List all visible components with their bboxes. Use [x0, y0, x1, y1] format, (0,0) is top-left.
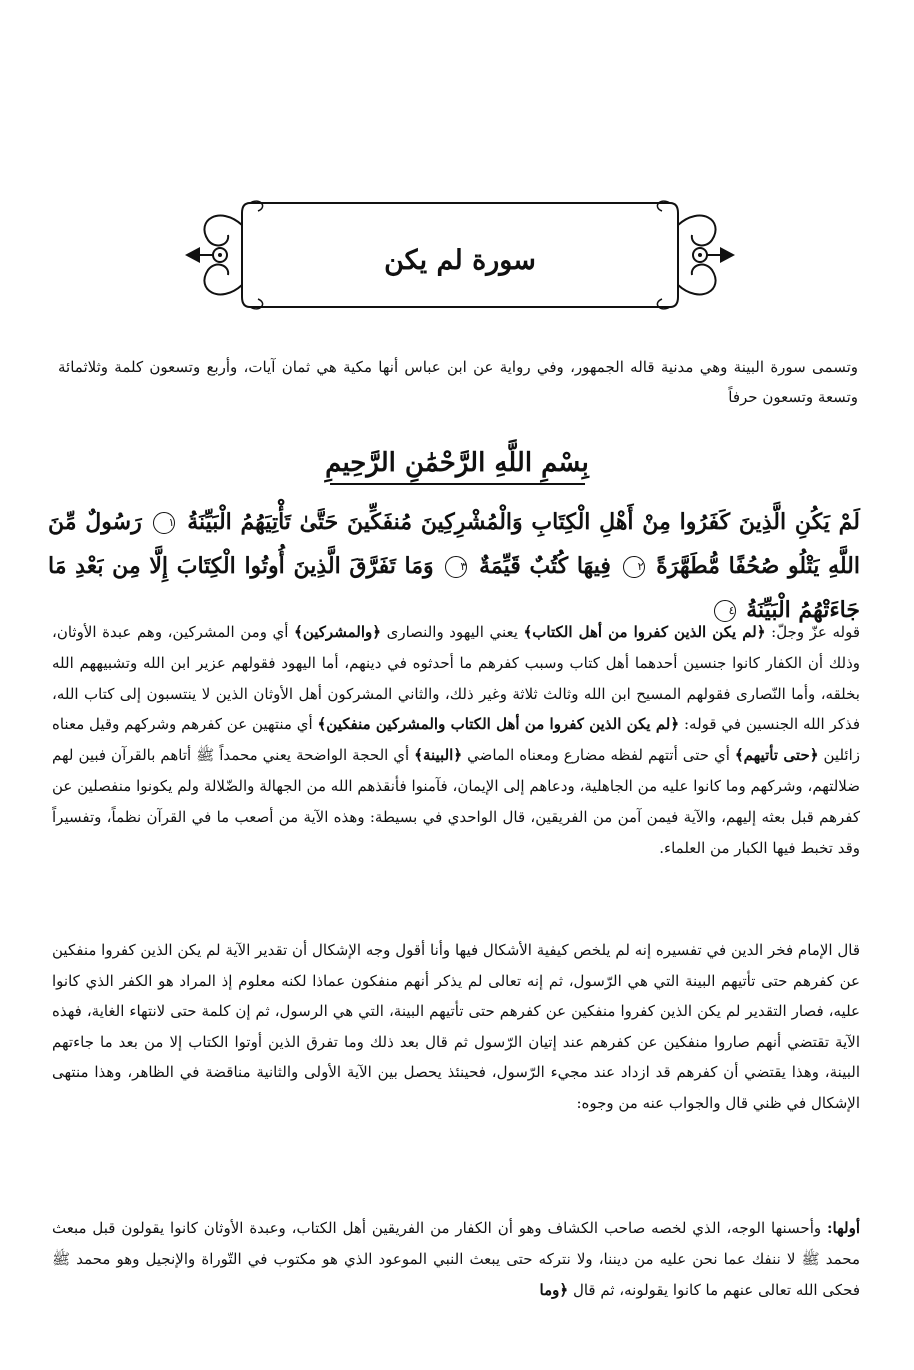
quoted-verse: ﴿لم يكن الذين كفروا من أهل الكتاب والمشركين منفكين﴾	[317, 715, 680, 734]
ayah-number-icon: ١	[153, 512, 175, 534]
basmala: بِسْمِ اللَّهِ الرَّحْمَٰنِ الرَّحِيمِ	[325, 448, 589, 478]
verse-text: فِيهَا كُتُبٌ قَيِّمَةٌ	[479, 553, 611, 579]
surah-intro: وتسمى سورة البينة وهي مدنية قاله الجمهور، وفي رواية عن ابن عباس أنها مكية هي ثمان آيات، وأربع وتسعون كلمة وثلاثمائة وتسعة وتسعون حرفاً	[58, 358, 858, 406]
quoted-verse: ﴿حتى تأتيهم﴾	[734, 746, 819, 765]
text-run: قوله عزّ وجلّ:	[765, 623, 861, 641]
quoted-verse: ﴿والمشركين﴾	[294, 623, 382, 641]
point-heading: أولها:	[826, 1219, 860, 1237]
text-run: أي منتهين عن كفرهم وشركهم وقيل معناه زائلين	[52, 715, 861, 765]
commentary-paragraph-1	[52, 617, 860, 863]
basmala-underline	[330, 483, 585, 485]
verse-text: لَمْ يَكُنِ الَّذِينَ كَفَرُوا مِنْ أَهْلِ الْكِتَابِ وَالْمُشْرِكِينَ مُنفَكِّينَ حَتَّىٰ تَأْتِيَهُمُ الْبَيِّنَةُ	[187, 509, 860, 535]
quoted-verse: ﴿البينة﴾	[414, 746, 463, 765]
quoted-verse: ﴿لم يكن الذين كفروا من أهل الكتاب﴾	[523, 623, 766, 641]
verse-text: رَسُولٌ مِّنَ اللَّهِ يَتْلُو صُحُفًا مُّطَهَّرَةً	[48, 509, 860, 579]
surah-title-cartouche	[180, 195, 740, 315]
ayah-number-icon: ٢	[623, 556, 645, 578]
quoted-verse: ﴿وما	[539, 1281, 569, 1299]
ayah-number-icon: ٤	[714, 600, 736, 622]
surah-title: سورة لم يكن	[384, 245, 536, 276]
text-run: وأحسنها الوجه، الذي لخصه صاحب الكشاف وهو أن الكفار من الفريقين أهل الكتاب، وعبدة الأوثان كانوا يقولون قبل مبعث محمد ﷺ لا ننفك عما نحن عليه من ديننا، ولا نتركه حتى يبعث النبي الموعود الذي هو مكتوب في التّوراة والإنجيل وهو محمد ﷺ فحكى الله تعالى عنهم ما كانوا يقولونه، ثم قال	[52, 1219, 860, 1299]
commentary-paragraph-2: قال الإمام فخر الدين في تفسيره إنه لم يلخص كيفية الأشكال فيها وأنا أقول وجه الإشكال أن تقدير الآية لم يكن الذين كفروا منفكين عن كفرهم حتى تأتيهم البينة التي هي الرّسول، ثم إنه تعالى لم يذكر أنهم منفكون عماذا لكنه معلوم إذ المراد هو الكفر الذي كانوا عليه، فصار التقدير لم يكن الذين كفروا منفكين عن كفرهم حتى تأتيهم البينة، التي هي الرسول، ثم إن كلمة حتى لانتهاء الغاية، فهذه الآية تقتضي أنهم صاروا منفكين عن كفرهم عند إتيان الرّسول ثم قال بعد ذلك وما تفرق الذين أوتوا الكتاب إلا من بعد ما جاءتهم البينة، وهذا يقتضي أن كفرهم قد ازداد عند مجيء الرّسول، فحينئذ يحصل بين الآية الأولى والثانية مناقضة في الظاهر، وهذا منتهى الإشكال في ظني قال والجواب عنه من وجوه:	[52, 941, 860, 1112]
text-run: أي حتى أتتهم لفظه مضارع ومعناه الماضي	[462, 746, 735, 765]
quran-verses	[48, 500, 860, 632]
text-run: أي ومن المشركين، وهم عبدة الأوثان، وذلك أن الكفار كانوا جنسين أحدهما أهل كتاب وسبب كفرهم ما أحدثوه في دينهم، أما اليهود فقولهم عزير ابن الله وتشبيههم الله بخلقه، وأما النّصارى فقولهم المسيح ابن الله وثالث ثلاثة وغير ذلك، والثاني المشركون أهل الأوثان الذين لا ينتسبون إلى كتاب الله، فذكر الله الجنسين في قوله:	[52, 623, 860, 734]
verse-text: وَمَا تَفَرَّقَ الَّذِينَ أُوتُوا الْكِتَابَ إِلَّا مِن بَعْدِ مَا جَاءَتْهُمُ الْبَيِّنَةُ	[48, 553, 860, 623]
text-run: أي الحجة الواضحة يعني محمداً ﷺ أتاهم بالقرآن فبين لهم ضلالتهم، وشركهم وما كانوا عليه من الجاهلية، ودعاهم إلى الإيمان، فآمنوا فأنقذهم الله من الجهالة والضّلالة ولم يكونوا منفصلين عن كفرهم قبل بعثه إليهم، والآية فيمن آمن من الفريقين، قال الواحدي في بسيطة: وهذه الآية من أصعب ما في القرآن نظماً، وتفسيراً وقد تخبط فيها الكبار من العلماء.	[52, 746, 860, 857]
commentary-paragraph-3	[52, 1213, 860, 1306]
text-run: يعني اليهود والنصارى	[381, 623, 524, 641]
ayah-number-icon: ٣	[445, 556, 467, 578]
